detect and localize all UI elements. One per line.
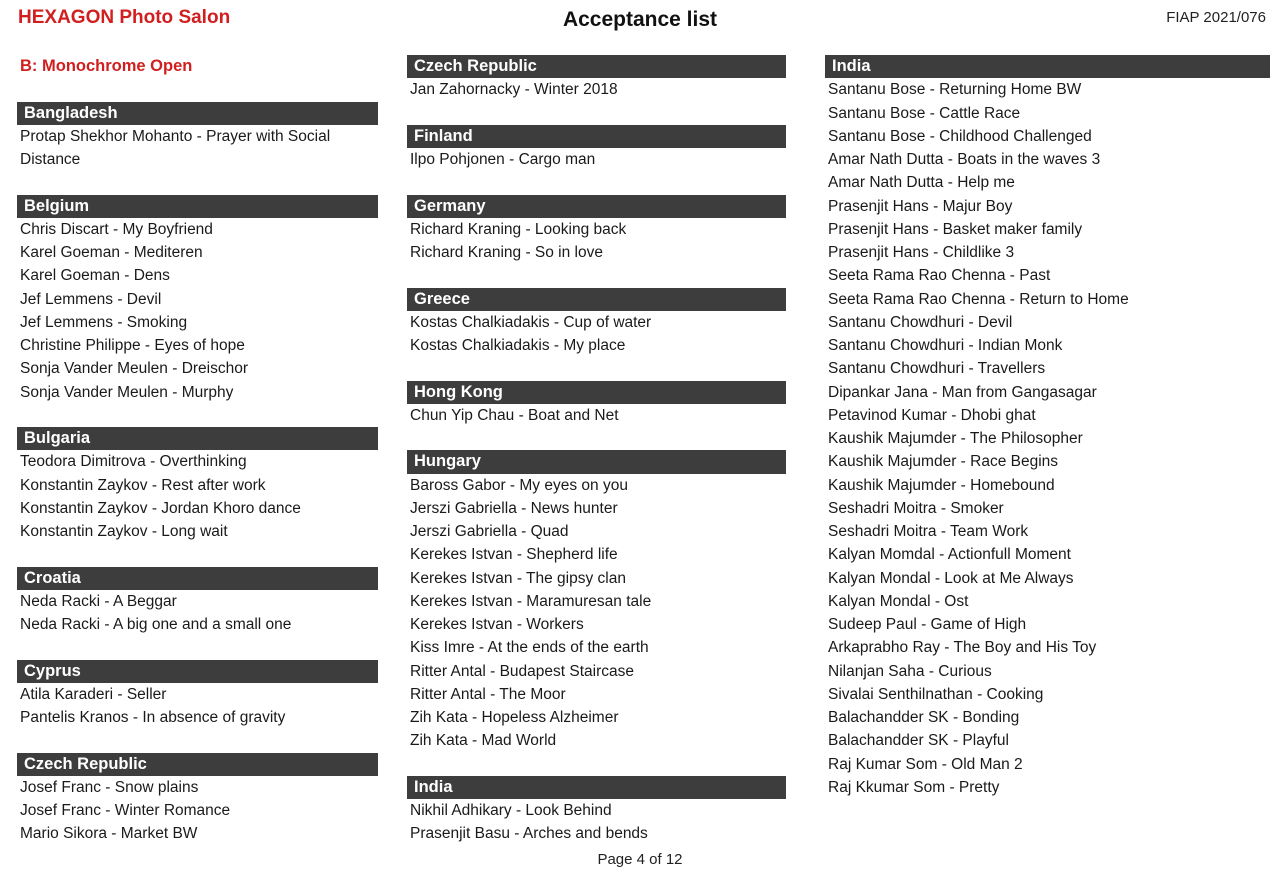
spacer: [407, 264, 786, 287]
country-header: Czech Republic: [17, 753, 378, 776]
acceptance-entry: Seeta Rama Rao Chenna - Return to Home: [828, 290, 1129, 308]
country-header: Germany: [407, 195, 786, 218]
acceptance-entry: Santanu Chowdhuri - Devil: [828, 313, 1013, 331]
acceptance-entry: Kalyan Mondal - Ost: [828, 592, 969, 610]
acceptance-entry: Seshadri Moitra - Smoker: [828, 499, 1004, 517]
acceptance-entry: Raj Kkumar Som - Pretty: [828, 778, 1000, 796]
acceptance-entry: Sonja Vander Meulen - Dreischor: [20, 360, 249, 378]
spacer: [407, 171, 786, 194]
acceptance-entry: Kaushik Majumder - The Philosopher: [828, 430, 1083, 447]
acceptance-entry: Richard Kraning - Looking back: [410, 220, 627, 238]
acceptance-entry: Atila Karaderi - Seller: [20, 685, 167, 703]
acceptance-entry: Seeta Rama Rao Chenna - Past: [828, 267, 1051, 285]
acceptance-entry: Josef Franc - Winter Romance: [20, 802, 231, 819]
acceptance-entry: Santanu Bose - Cattle Race: [828, 104, 1021, 122]
acceptance-entry: Distance: [20, 151, 81, 168]
acceptance-entry: Kiss Imre - At the ends of the earth: [410, 639, 649, 657]
acceptance-entry: Santanu Chowdhuri - Travellers: [828, 360, 1046, 378]
spacer: [17, 78, 378, 101]
country-header: Finland: [407, 125, 786, 148]
acceptance-entry: Santanu Bose - Returning Home BW: [828, 81, 1082, 99]
acceptance-entry: Kaushik Majumder - Homebound: [828, 476, 1055, 494]
acceptance-entry: Sonja Vander Meulen - Murphy: [20, 383, 234, 401]
acceptance-entry: Seshadri Moitra - Team Work: [828, 523, 1029, 540]
acceptance-entry: Balachandder SK - Playful: [828, 732, 1009, 750]
acceptance-entry: Prasenjit Hans - Basket maker family: [828, 220, 1083, 238]
acceptance-entry: Santanu Chowdhuri - Indian Monk: [828, 337, 1063, 354]
country-header: Bulgaria: [17, 427, 378, 450]
acceptance-entry: Kalyan Momdal - Actionfull Moment: [828, 546, 1071, 564]
acceptance-entry: Kostas Chalkiadakis - My place: [410, 337, 626, 354]
acceptance-entry: Jerszi Gabriella - News hunter: [410, 499, 618, 517]
country-header: Hong Kong: [407, 381, 786, 404]
acceptance-entry: Ritter Antal - The Moor: [410, 685, 566, 703]
acceptance-entry: Kerekes Istvan - Maramuresan tale: [410, 592, 652, 610]
acceptance-entry: Ilpo Pohjonen - Cargo man: [410, 151, 596, 168]
acceptance-entry: Kostas Chalkiadakis - Cup of water: [410, 313, 652, 331]
column-2: [407, 55, 786, 846]
section-label: B: Monochrome Open: [20, 57, 193, 75]
acceptance-entry: Chun Yip Chau - Boat and Net: [410, 406, 619, 424]
acceptance-entry: Richard Kraning - So in love: [410, 244, 603, 261]
acceptance-entry: Prasenjit Basu - Arches and bends: [410, 825, 648, 843]
acceptance-entry: Teodora Dimitrova - Overthinking: [20, 453, 247, 471]
acceptance-entry: Prasenjit Hans - Majur Boy: [828, 197, 1013, 215]
fiap-code: FIAP 2021/076: [1166, 9, 1266, 26]
acceptance-entry: Petavinod Kumar - Dhobi ghat: [828, 406, 1036, 424]
column-1: [17, 55, 378, 846]
spacer: [407, 427, 786, 450]
spacer: [17, 729, 378, 752]
acceptance-entry: Jef Lemmens - Devil: [20, 290, 162, 308]
acceptance-entry: Kerekes Istvan - Workers: [410, 616, 584, 633]
acceptance-entry: Santanu Bose - Childhood Challenged: [828, 127, 1092, 145]
country-header: Belgium: [17, 195, 378, 218]
acceptance-entry: Arkaprabho Ray - The Boy and His Toy: [828, 639, 1097, 657]
acceptance-entry: Jan Zahornacky - Winter 2018: [410, 81, 618, 99]
acceptance-entry: Kerekes Istvan - The gipsy clan: [410, 569, 626, 587]
spacer: [17, 636, 378, 659]
acceptance-entry: Zih Kata - Hopeless Alzheimer: [410, 709, 619, 726]
acceptance-entry: Baross Gabor - My eyes on you: [410, 476, 628, 494]
spacer: [17, 543, 378, 566]
acceptance-entry: Konstantin Zaykov - Rest after work: [20, 476, 266, 494]
acceptance-entry: Kaushik Majumder - Race Begins: [828, 453, 1059, 471]
country-header: Hungary: [407, 450, 786, 473]
acceptance-entry: Konstantin Zaykov - Long wait: [20, 523, 228, 540]
acceptance-entry: Neda Racki - A Beggar: [20, 592, 177, 610]
acceptance-entry: Zih Kata - Mad World: [410, 732, 557, 750]
spacer: [407, 357, 786, 380]
acceptance-entry: Dipankar Jana - Man from Gangasagar: [828, 383, 1097, 401]
acceptance-entry: Kerekes Istvan - Shepherd life: [410, 546, 618, 564]
country-header: Czech Republic: [407, 55, 786, 78]
country-header: Bangladesh: [17, 102, 378, 125]
acceptance-entry: Nikhil Adhikary - Look Behind: [410, 802, 612, 819]
column-3: [825, 55, 1270, 799]
acceptance-entry: Balachandder SK - Bonding: [828, 709, 1020, 726]
acceptance-entry: Jerszi Gabriella - Quad: [410, 523, 569, 540]
acceptance-entry: Karel Goeman - Mediteren: [20, 244, 203, 261]
country-header: Croatia: [17, 567, 378, 590]
page-title: Acceptance list: [562, 8, 718, 31]
acceptance-entry: Jef Lemmens - Smoking: [20, 313, 188, 331]
acceptance-entry: Karel Goeman - Dens: [20, 267, 170, 285]
acceptance-entry: Konstantin Zaykov - Jordan Khoro dance: [20, 499, 301, 517]
acceptance-entry: Raj Kumar Som - Old Man 2: [828, 755, 1023, 773]
acceptance-entry: Nilanjan Saha - Curious: [828, 662, 992, 680]
acceptance-entry: Amar Nath Dutta - Boats in the waves 3: [828, 151, 1101, 168]
salon-name: HEXAGON Photo Salon: [18, 7, 231, 28]
acceptance-entry: Prasenjit Hans - Childlike 3: [828, 244, 1015, 261]
country-header: Cyprus: [17, 660, 378, 683]
acceptance-entry: Amar Nath Dutta - Help me: [828, 174, 1015, 192]
acceptance-entry: Pantelis Kranos - In absence of gravity: [20, 709, 286, 726]
acceptance-entry: Neda Racki - A big one and a small one: [20, 616, 292, 633]
spacer: [17, 404, 378, 427]
acceptance-entry: Ritter Antal - Budapest Staircase: [410, 662, 635, 680]
acceptance-entry: Chris Discart - My Boyfriend: [20, 220, 213, 238]
spacer: [17, 171, 378, 194]
acceptance-entry: Sivalai Senthilnathan - Cooking: [828, 685, 1044, 703]
acceptance-entry: Josef Franc - Snow plains: [20, 778, 199, 796]
acceptance-entry: Kalyan Mondal - Look at Me Always: [828, 569, 1074, 587]
spacer: [407, 753, 786, 776]
acceptance-entry: Mario Sikora - Market BW: [20, 825, 198, 843]
acceptance-entry: Protap Shekhor Mohanto - Prayer with Social: [20, 127, 331, 145]
country-header: India: [825, 55, 1270, 78]
country-header: Greece: [407, 288, 786, 311]
acceptance-entry: Sudeep Paul - Game of High: [828, 616, 1027, 633]
spacer: [407, 102, 786, 125]
page-number: Page 4 of 12: [597, 851, 683, 868]
country-header: India: [407, 776, 786, 799]
acceptance-entry: Christine Philippe - Eyes of hope: [20, 337, 245, 354]
